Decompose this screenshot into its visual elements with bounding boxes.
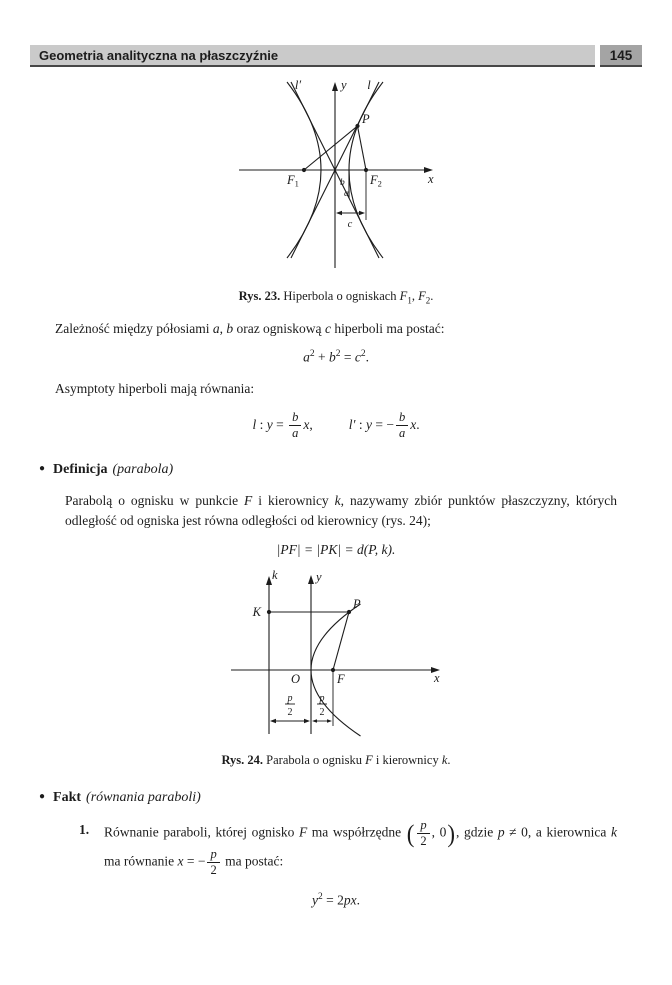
label-focus-f: F <box>337 671 345 686</box>
label-k-point: K <box>252 604 261 619</box>
math-op: . <box>365 349 369 365</box>
math-var: p <box>420 817 427 832</box>
math-var: F <box>244 493 253 509</box>
fraction-p-over-2 <box>417 819 429 848</box>
math-op: : <box>355 416 366 432</box>
text-run: , <box>219 320 227 336</box>
page-content <box>0 67 672 909</box>
fraction-denominator <box>396 425 408 440</box>
dim1-arrow-left-icon <box>270 718 276 722</box>
label-p-point: P <box>353 596 361 611</box>
fig23-labels <box>286 78 434 230</box>
text-run: ma postać: <box>221 853 284 869</box>
math-op: . <box>416 416 420 432</box>
math-var: c <box>324 320 331 336</box>
asymptote-equation-l-prime <box>348 410 420 441</box>
math-sup: 2 <box>318 892 323 902</box>
math-var: b <box>226 320 234 336</box>
math-var: x <box>410 416 417 432</box>
math-op: , 0 <box>431 824 447 840</box>
label-l-prime: l′ <box>294 78 302 92</box>
math-op: = − <box>183 853 206 869</box>
math-var: y <box>312 892 318 908</box>
text-run: ma równanie <box>104 853 178 869</box>
math-var: b <box>292 410 299 425</box>
fraction-numerator <box>207 848 219 862</box>
c-arrow-right-icon <box>359 211 365 215</box>
formula-y2-2px <box>55 892 617 909</box>
figure-24-container <box>55 564 617 750</box>
dim2-arrow-right-icon <box>327 719 332 723</box>
text-run: Zależność między półosiami <box>55 320 213 336</box>
focal-radius-f2-p <box>358 126 367 170</box>
asymptote-equation-l <box>252 410 313 441</box>
header-title-bar <box>30 45 595 67</box>
formula-asymptote-equations <box>55 411 617 440</box>
math-var: c <box>354 349 361 365</box>
figure-24-caption <box>55 753 617 768</box>
math-sup: 2 <box>360 349 366 360</box>
text-run: . <box>430 289 434 303</box>
text-run: Parabola o ognisku <box>263 752 366 767</box>
label-p-half-right-num: p <box>319 692 325 704</box>
text-run: , <box>411 289 419 303</box>
fact-keyword: Fakt <box>53 789 82 805</box>
text-run: i kierownicy <box>372 752 442 767</box>
text-run: Równanie paraboli, której ognisko <box>104 824 299 840</box>
math-var: y <box>365 416 372 432</box>
math-var: a <box>292 426 299 441</box>
math-var: x <box>177 853 184 869</box>
math-var: p <box>497 824 505 840</box>
label-p-half-right-den: 2 <box>319 706 325 718</box>
label-x-axis: x <box>434 670 440 685</box>
c-arrow-left-icon <box>336 211 342 215</box>
fact-item-1 <box>79 819 617 878</box>
fraction-numerator <box>289 411 301 425</box>
math-var: F <box>298 824 308 840</box>
caption-24-number: Rys. 24. <box>221 752 264 767</box>
math-op: . <box>356 892 360 908</box>
math-var: b <box>328 349 336 365</box>
point-k <box>267 609 271 613</box>
math-sup: 2 <box>309 349 315 360</box>
math-var: l′ <box>348 416 356 432</box>
item-body <box>104 819 617 878</box>
label-y-axis: y <box>316 569 322 584</box>
fraction-numerator <box>396 411 408 425</box>
text-run: ≠ 0, a kierownica <box>504 824 612 840</box>
label-focal-c: c <box>347 219 353 230</box>
text-run: hiperboli ma postać: <box>330 320 445 336</box>
f2-letter: F <box>370 173 378 187</box>
fraction-denominator: 2 <box>207 862 219 877</box>
fraction-p-over-2 <box>207 848 219 877</box>
fig24-labels <box>252 568 440 718</box>
fig24-lines <box>231 583 432 736</box>
focus-f2-point <box>364 168 368 172</box>
math-var: F <box>399 289 408 303</box>
formula-a2-b2-c2 <box>55 349 617 366</box>
fig23-lines <box>239 82 425 268</box>
math-var: k <box>334 493 341 509</box>
fraction-denominator <box>289 425 301 440</box>
f1-letter: F <box>287 173 295 187</box>
text-run: i kierownicy <box>252 493 335 509</box>
f2-subscript: 2 <box>377 178 382 189</box>
page-number: 145 <box>609 47 633 63</box>
figure-rys-23-hyperbola <box>201 72 471 282</box>
label-semiaxis-a: a <box>344 189 349 199</box>
math-op: , <box>309 416 313 432</box>
text-run: Hiperbola o ogniskach <box>280 289 400 303</box>
text-run: oraz ogniskową <box>233 320 325 336</box>
formula-text: |PF| = |PK| = d(P, k). <box>276 541 396 557</box>
page-header <box>30 45 642 67</box>
paragraph-asymptotes: Asymptoty hiperboli mają równania: <box>55 380 255 396</box>
math-var: F <box>365 752 373 767</box>
y-axis-arrow-icon <box>308 575 314 584</box>
figure-23-container <box>55 72 617 286</box>
text-run: ma współrzędne <box>307 824 406 840</box>
paragraph-hyperbola-relation <box>55 319 617 339</box>
focus-f-point <box>331 667 335 671</box>
caption-23-number: Rys. 23. <box>238 289 281 303</box>
bullet-icon: ● <box>39 463 46 475</box>
point-p <box>347 609 351 613</box>
math-var: b <box>398 410 406 425</box>
definition-qualifier: (parabola) <box>112 462 174 478</box>
math-var: k <box>611 824 618 840</box>
label-directrix-k: k <box>272 567 278 582</box>
text-run: . <box>447 752 451 767</box>
math-var: x <box>303 416 310 432</box>
y-axis-arrow-icon <box>332 82 338 91</box>
text-run: Parabolą o ognisku w punkcie <box>65 493 245 509</box>
math-op: + <box>314 349 329 365</box>
close-paren: ) <box>447 819 456 848</box>
focus-f1-point <box>302 168 306 172</box>
text-run: , gdzie <box>456 824 498 840</box>
fraction-b-over-a <box>396 411 408 440</box>
label-semiaxis-b: b <box>340 178 345 188</box>
point-p <box>355 124 359 128</box>
f1-subscript: 1 <box>294 178 299 189</box>
math-op: = <box>340 349 355 365</box>
math-var: a <box>212 320 220 336</box>
label-f2 <box>369 173 382 189</box>
paragraph-parabola-definition <box>65 491 617 530</box>
formula-parabola-distance <box>55 542 617 558</box>
definition-heading <box>39 462 617 478</box>
math-var: l <box>252 416 257 432</box>
label-p-half-left-den: 2 <box>287 706 293 718</box>
label-p: P <box>362 112 370 126</box>
math-var: F <box>418 289 426 303</box>
fraction-denominator: 2 <box>417 833 429 848</box>
math-op: = 2 <box>322 892 344 908</box>
fact-heading <box>39 790 617 806</box>
dim2-arrow-left-icon <box>312 719 317 723</box>
math-sub: 2 <box>425 295 431 306</box>
page-number-box <box>600 45 642 67</box>
math-op: = − <box>371 416 394 432</box>
math-var: a <box>303 349 310 365</box>
label-y-axis: y <box>341 78 347 92</box>
math-sub: 1 <box>407 295 412 306</box>
label-f1 <box>286 173 299 189</box>
label-l: l <box>367 78 371 92</box>
item-number: 1. <box>79 821 90 837</box>
dim1-arrow-right-icon <box>304 718 310 722</box>
fraction-b-over-a <box>289 411 301 440</box>
math-var: y <box>266 416 273 432</box>
math-op: = <box>272 416 288 432</box>
math-op: : <box>256 416 267 432</box>
figure-rys-24-parabola <box>201 564 471 746</box>
bullet-icon: ● <box>39 790 46 802</box>
math-sup: 2 <box>335 349 341 360</box>
math-var: a <box>398 426 406 441</box>
fig23-marks <box>302 82 433 215</box>
definition-keyword: Definicja <box>53 462 108 478</box>
label-origin-o: O <box>290 671 300 686</box>
chapter-title: Geometria analityczna na płaszczyźnie <box>39 47 279 63</box>
math-var: px <box>343 892 357 908</box>
label-x-axis: x <box>428 172 434 186</box>
open-paren: ( <box>406 819 415 848</box>
text-run: , nazywamy zbiór punktów płaszczyzny, których odległość od ogniska jest równa odległości od kierownicy (rys. 24); <box>65 493 618 528</box>
fact-qualifier: (równania paraboli) <box>86 789 201 805</box>
math-var: k <box>441 752 448 767</box>
math-var: p <box>210 846 217 861</box>
label-p-half-left-num: p <box>287 692 293 704</box>
fraction-numerator <box>417 819 429 833</box>
figure-23-caption <box>55 289 617 306</box>
segment-p-f <box>333 612 349 670</box>
